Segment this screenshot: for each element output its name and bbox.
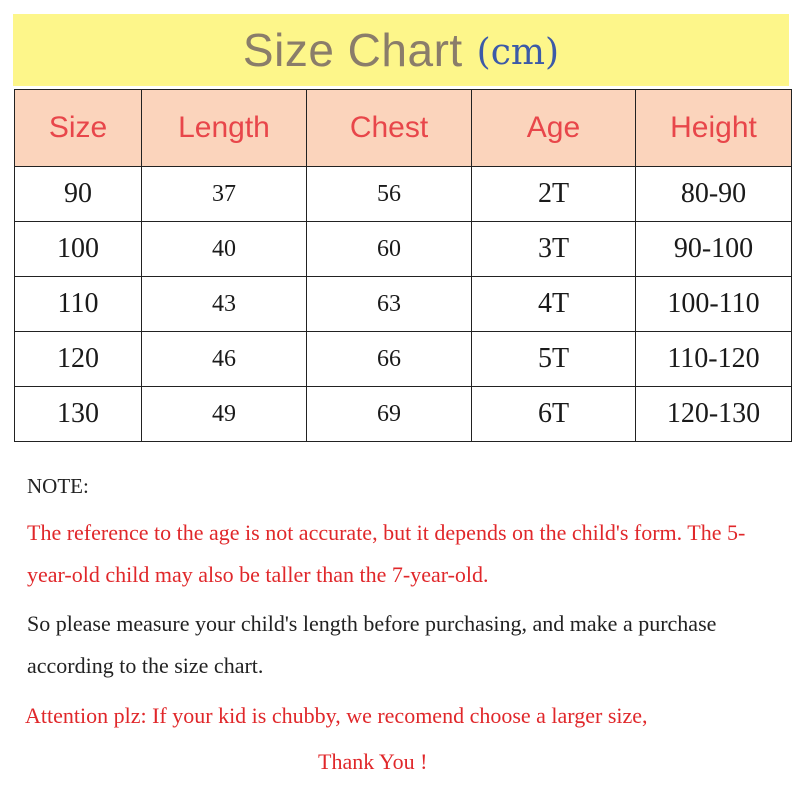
header-height: Height (636, 90, 792, 167)
cell-age: 2T (472, 167, 636, 222)
title-banner (13, 14, 789, 86)
cell-size: 110 (15, 277, 142, 332)
header-length: Length (142, 90, 307, 167)
age-warning-note: The reference to the age is not accurate, but it depends on the child's form. The 5-year-old child may also be taller than the 7-year-old. (27, 520, 746, 587)
cell-length: 40 (142, 222, 307, 277)
table-row (15, 387, 792, 442)
header-chest: Chest (307, 90, 472, 167)
cell-size: 120 (15, 332, 142, 387)
cell-height: 90-100 (636, 222, 792, 277)
table-row (15, 222, 792, 277)
cell-height: 120-130 (636, 387, 792, 442)
cell-height: 80-90 (636, 167, 792, 222)
cell-length: 37 (142, 167, 307, 222)
attention-note: Attention plz: If your kid is chubby, we recomend choose a larger size, (25, 703, 648, 728)
cell-chest: 60 (307, 222, 472, 277)
cell-chest: 66 (307, 332, 472, 387)
cell-chest: 63 (307, 277, 472, 332)
cell-length: 46 (142, 332, 307, 387)
page-title: Size Chart (242, 24, 463, 76)
cell-chest: 56 (307, 167, 472, 222)
size-chart-table (14, 89, 792, 442)
cell-height: 100-110 (636, 277, 792, 332)
table-row (15, 277, 792, 332)
cell-size: 100 (15, 222, 142, 277)
header-size: Size (15, 90, 142, 167)
cell-age: 4T (472, 277, 636, 332)
cell-length: 43 (142, 277, 307, 332)
cell-age: 6T (472, 387, 636, 442)
header-age: Age (472, 90, 636, 167)
cell-chest: 69 (307, 387, 472, 442)
note-heading: NOTE: (27, 474, 89, 498)
cell-length: 49 (142, 387, 307, 442)
table-header-row (15, 90, 792, 167)
cell-height: 110-120 (636, 332, 792, 387)
cell-age: 3T (472, 222, 636, 277)
cell-size: 90 (15, 167, 142, 222)
measure-note: So please measure your child's length before purchasing, and make a purchase according to the size chart. (27, 611, 717, 678)
thank-you-text: Thank You ! (318, 749, 428, 774)
table-row (15, 167, 792, 222)
cell-age: 5T (472, 332, 636, 387)
cell-size: 130 (15, 387, 142, 442)
title-unit: (cm) (476, 31, 560, 73)
table-row (15, 332, 792, 387)
